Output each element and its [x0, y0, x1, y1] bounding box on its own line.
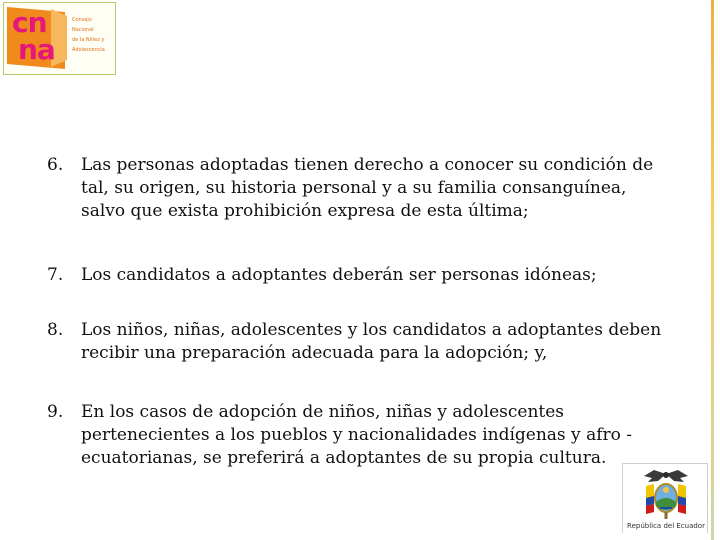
text-line: Los niños, niñas, adolescentes y los candidatos a adoptantes deben [81, 320, 662, 340]
text-line: tal, su origen, su historia personal y a su familia consanguínea, [81, 178, 627, 198]
text-line: pertenecientes a los pueblos y nacionalidades indígenas y afro - [81, 425, 633, 445]
logo-line: Adolescencia [72, 47, 105, 53]
cnna-logo [3, 2, 116, 75]
right-decorative-border [711, 0, 714, 540]
logo-line: Consejo [72, 17, 92, 23]
logo-line: de la Niñez y [72, 37, 105, 43]
list-item-text [81, 401, 675, 470]
list-item-number: 9. [47, 402, 64, 422]
text-line: Los candidatos a adoptantes deberán ser personas idóneas; [81, 265, 597, 285]
text-line: salvo que exista prohibición expresa de esta última; [81, 201, 529, 221]
text-line: Las personas adoptadas tienen derecho a conocer su condición de [81, 155, 654, 175]
logo-letters-top: cn [12, 6, 47, 39]
list-item-number: 7. [47, 265, 64, 285]
right-margin [716, 0, 720, 540]
text-line: En los casos de adopción de niños, niñas y adolescentes [81, 402, 565, 422]
logo-organization-name [72, 15, 116, 55]
text-line: recibir una preparación adecuada para la adopción; y, [81, 343, 548, 363]
text-line: ecuatorianas, se preferirá a adoptantes de su propia cultura. [81, 448, 607, 468]
logo-line: Nacional [72, 27, 94, 33]
logo-letters-bottom: na [18, 33, 55, 66]
list-item-text [81, 264, 675, 287]
list-item-number: 6. [47, 155, 64, 175]
list-item-text [81, 154, 675, 223]
emblem-caption: República del Ecuador [627, 522, 705, 530]
list-item-text [81, 319, 675, 365]
ecuador-emblem [622, 463, 708, 533]
coat-of-arms-icon [640, 468, 692, 520]
list-item-number: 8. [47, 320, 64, 340]
